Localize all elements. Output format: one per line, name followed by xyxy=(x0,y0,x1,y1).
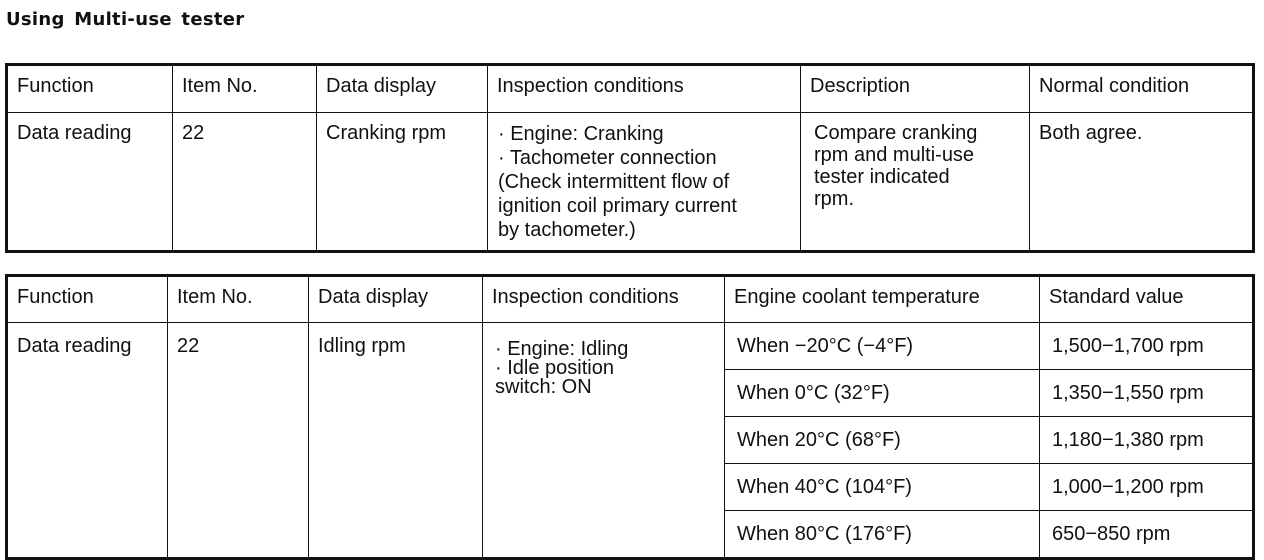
table-row xyxy=(7,113,1254,252)
function-cell: Data reading xyxy=(7,113,173,252)
header-cell: Description xyxy=(801,65,1030,113)
temperature-cell: When 80°C (176°F) xyxy=(725,511,1040,559)
header-cell: Standard value xyxy=(1040,276,1254,323)
temperature-cell: When 40°C (104°F) xyxy=(725,464,1040,511)
temperature-cell: When −20°C (−4°F) xyxy=(725,323,1040,370)
data-display-cell: Cranking rpm xyxy=(317,113,488,252)
item-no-cell: 22 xyxy=(173,113,317,252)
header-cell: Data display xyxy=(309,276,483,323)
table-header-row xyxy=(7,276,1254,323)
header-cell: Function xyxy=(7,276,168,323)
header-cell: Data display xyxy=(317,65,488,113)
header-cell: Normal condition xyxy=(1030,65,1254,113)
table-row xyxy=(7,323,1254,370)
standard-value-cell: 1,000−1,200 rpm xyxy=(1040,464,1254,511)
cranking-rpm-table xyxy=(5,63,1255,253)
header-cell: Function xyxy=(7,65,173,113)
header-cell: Inspection conditions xyxy=(488,65,801,113)
description-cell: Compare cranking rpm and multi-use tester indicated rpm. xyxy=(801,113,1030,252)
header-cell: Item No. xyxy=(168,276,309,323)
standard-value-cell: 1,500−1,700 rpm xyxy=(1040,323,1254,370)
header-cell: Item No. xyxy=(173,65,317,113)
data-display-cell: Idling rpm xyxy=(309,323,483,559)
standard-value-cell: 1,350−1,550 rpm xyxy=(1040,370,1254,417)
standard-value-cell: 650−850 rpm xyxy=(1040,511,1254,559)
header-cell: Inspection conditions xyxy=(483,276,725,323)
function-cell: Data reading xyxy=(7,323,168,559)
temperature-cell: When 0°C (32°F) xyxy=(725,370,1040,417)
page-title: Using Multi-use tester xyxy=(6,9,245,30)
idling-rpm-table xyxy=(5,274,1255,560)
temperature-cell: When 20°C (68°F) xyxy=(725,417,1040,464)
standard-value-cell: 1,180−1,380 rpm xyxy=(1040,417,1254,464)
inspection-conditions-cell: · Engine: Idling · Idle position switch: ON xyxy=(483,323,725,559)
table-header-row xyxy=(7,65,1254,113)
header-cell: Engine coolant temperature xyxy=(725,276,1040,323)
item-no-cell: 22 xyxy=(168,323,309,559)
inspection-conditions-cell: · Engine: Cranking · Tachometer connection (Check intermittent flow of ignition coil primary current by tachometer.) xyxy=(488,113,801,252)
normal-condition-cell: Both agree. xyxy=(1030,113,1254,252)
